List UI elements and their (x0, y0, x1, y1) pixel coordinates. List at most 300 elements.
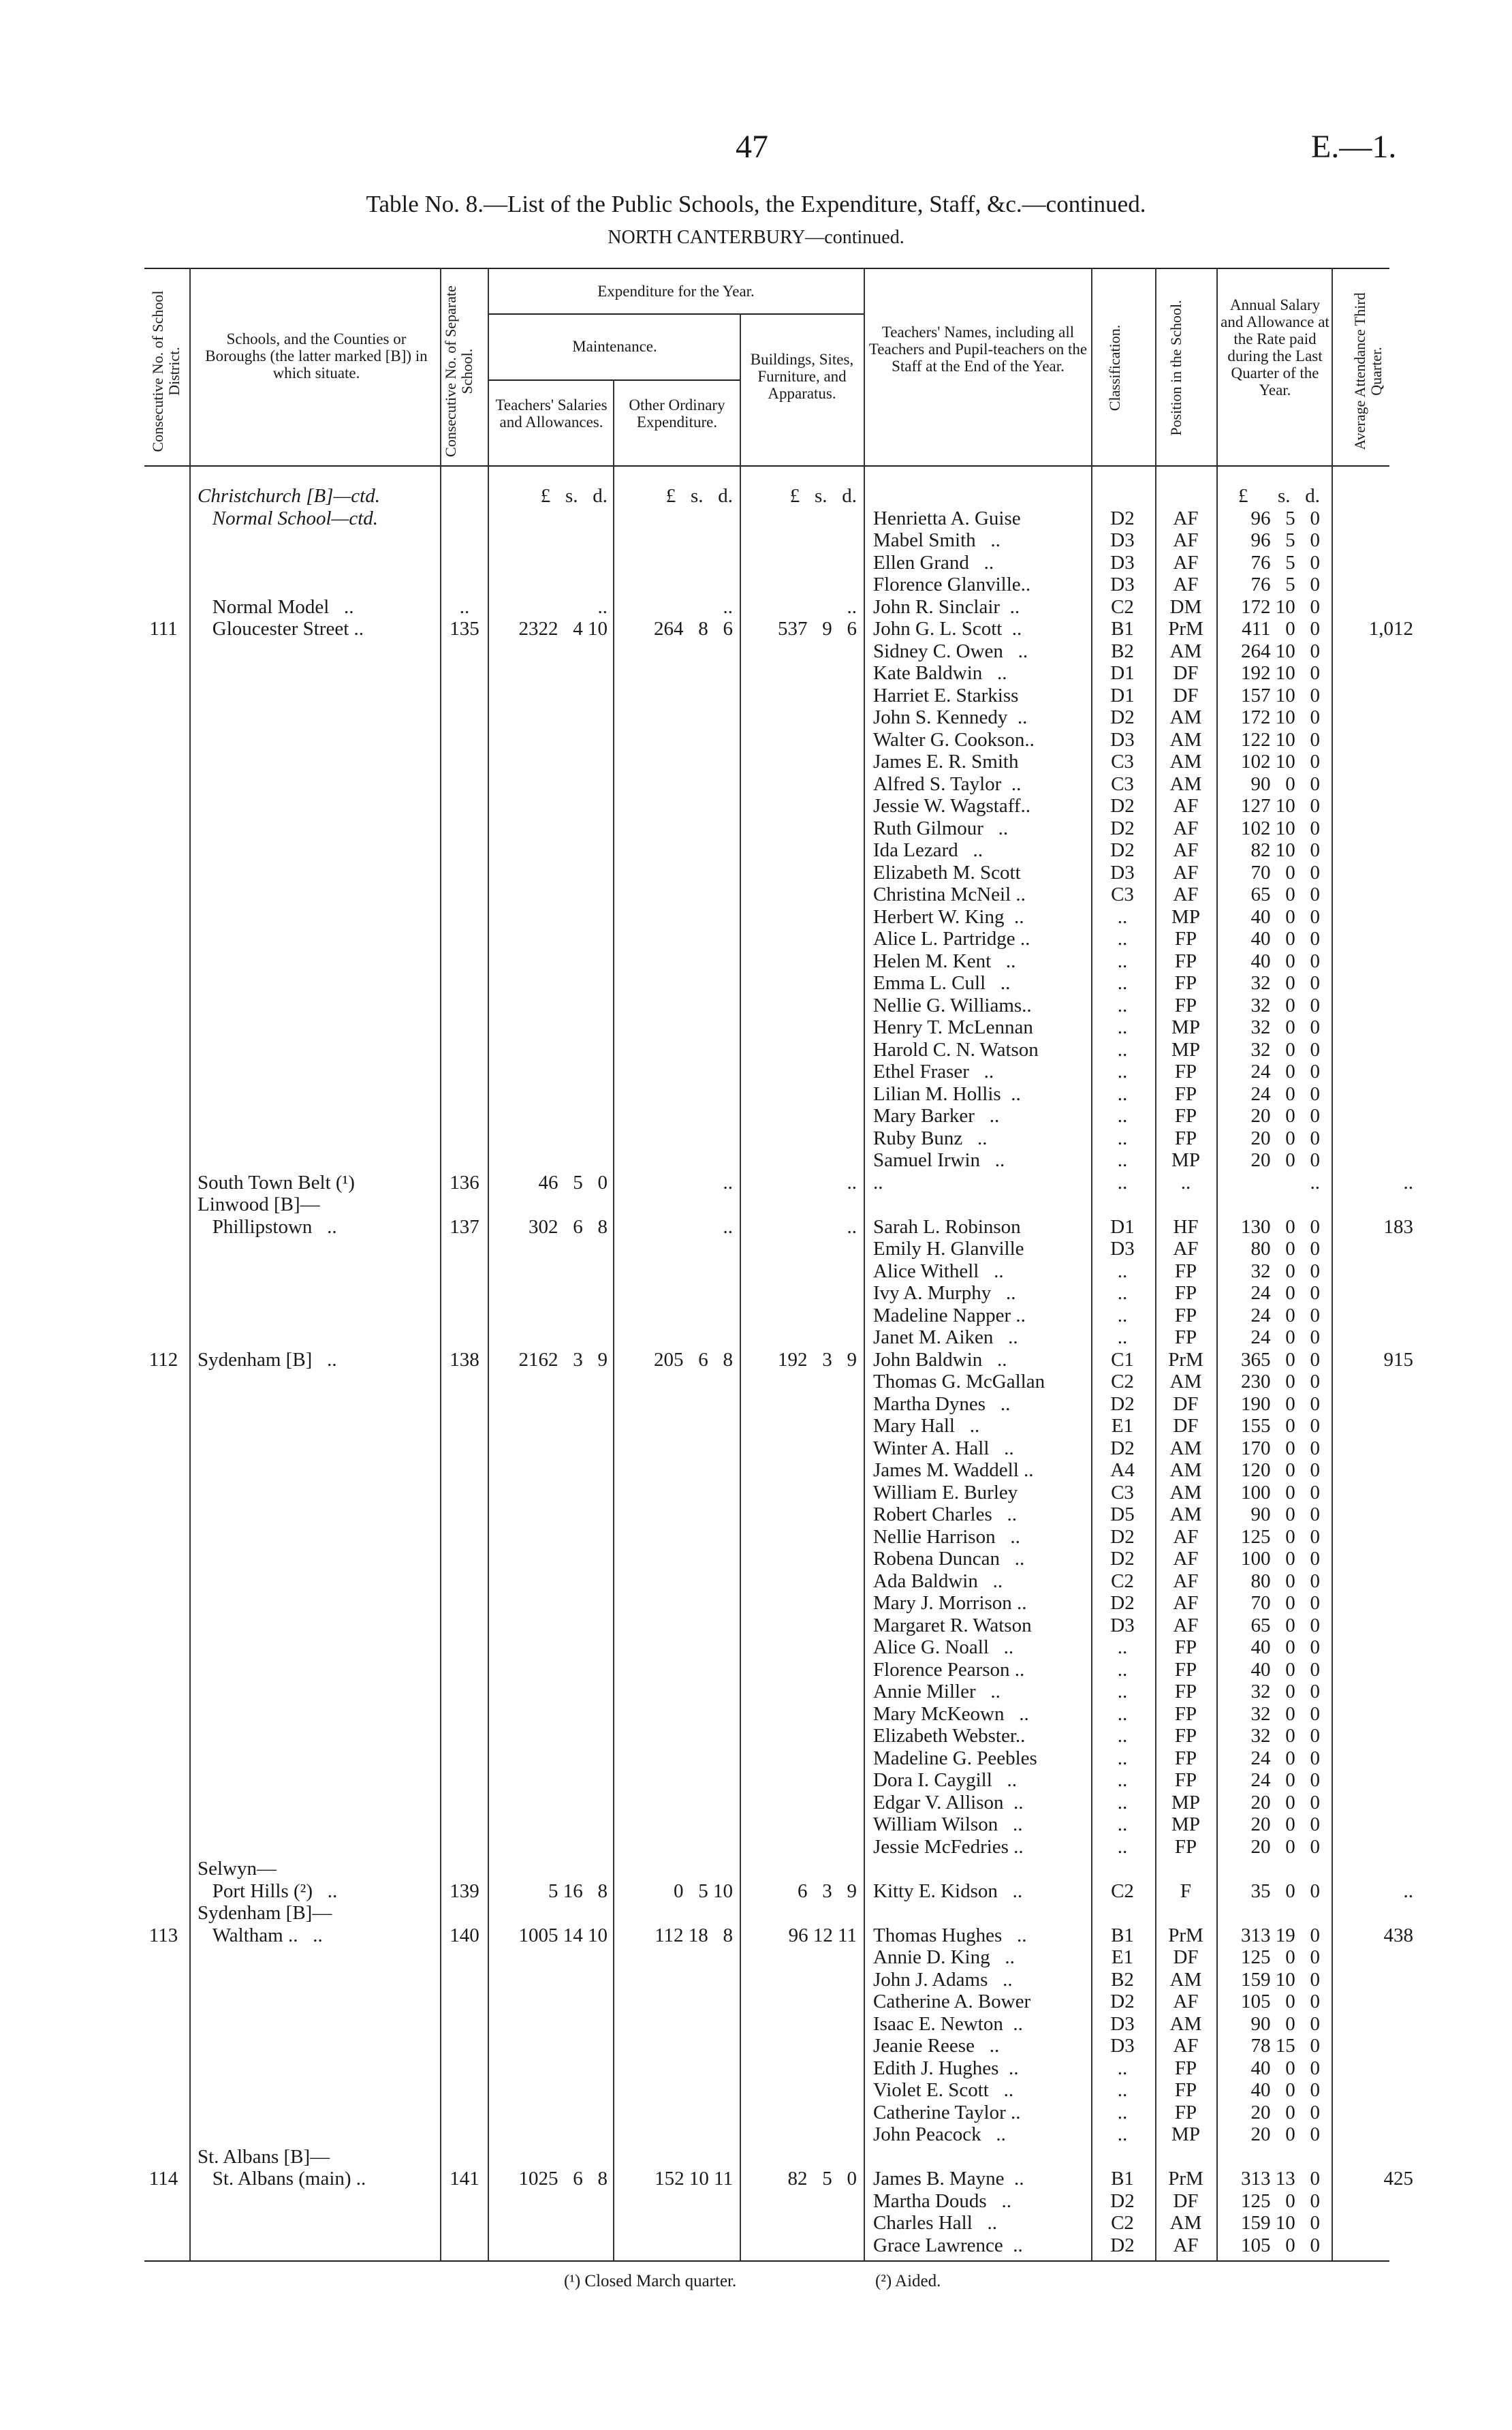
classification: D2 (1110, 2190, 1135, 2212)
position: PrM (1168, 618, 1203, 640)
position: AM (1169, 1437, 1202, 1459)
classification: .. (1117, 972, 1128, 994)
table-row (0, 640, 1512, 663)
annual-salary: 78 15 0 (1250, 2035, 1320, 2057)
header-attendance: Average Attendance Third Quarter. (1351, 292, 1385, 450)
average-attendance: .. (1403, 1880, 1413, 1902)
table-row (0, 1836, 1512, 1858)
table-row (0, 1282, 1512, 1305)
annual-salary: 40 0 0 (1250, 1658, 1320, 1681)
teacher-name: Kate Baldwin .. (873, 662, 1007, 684)
other-expenditure: .. (723, 595, 733, 618)
teacher-name: Martha Douds .. (873, 2190, 1011, 2212)
table-row (0, 574, 1512, 596)
classification: E1 (1111, 1946, 1134, 1968)
separate-school-number: 141 (450, 2168, 479, 2190)
teacher-name: Robena Duncan .. (873, 1548, 1025, 1570)
annual-salary: 120 0 0 (1241, 1459, 1320, 1481)
annual-salary: 76 5 0 (1250, 551, 1320, 574)
header-district: Consecutive No. of School District. (149, 290, 183, 452)
classification: .. (1117, 1304, 1128, 1326)
annual-salary: .. (1310, 1171, 1320, 1194)
table-row (0, 2234, 1512, 2257)
teacher-name: John S. Kennedy .. (873, 706, 1028, 728)
table-row (0, 1769, 1512, 1792)
teacher-name: Alice Withell .. (873, 1260, 1004, 1282)
buildings-expenditure: 96 12 11 (788, 1924, 857, 1946)
separate-school-number: 137 (450, 1215, 479, 1238)
average-attendance: 183 (1383, 1215, 1413, 1238)
classification: A4 (1110, 1459, 1135, 1481)
school-name: Sydenham [B] .. (198, 1348, 337, 1371)
teacher-name: James E. R. Smith (873, 751, 1019, 773)
teacher-name: Herbert W. King .. (873, 905, 1024, 928)
classification: D2 (1110, 1525, 1135, 1548)
table-row (0, 2013, 1512, 2036)
teacher-name: Mary Barker .. (873, 1105, 1000, 1127)
position: FP (1174, 1260, 1197, 1282)
annual-salary: 190 0 0 (1241, 1392, 1320, 1415)
teacher-name: Sarah L. Robinson (873, 1215, 1021, 1238)
annual-salary: 32 0 0 (1250, 1038, 1320, 1061)
table-row (0, 1703, 1512, 1726)
school-name: St. Albans (main) .. (198, 2168, 366, 2190)
classification: D3 (1110, 529, 1135, 551)
teacher-name: Ida Lezard .. (873, 839, 983, 861)
table-row (0, 2079, 1512, 2102)
classification: D3 (1110, 574, 1135, 595)
school-name: Waltham .. .. (198, 1924, 323, 1946)
teacher-name: Sidney C. Owen .. (873, 640, 1028, 662)
annual-salary: 20 0 0 (1250, 1791, 1320, 1813)
header-position: Position in the School. (1167, 300, 1184, 436)
annual-salary: 32 0 0 (1250, 1016, 1320, 1038)
annual-salary: 40 0 0 (1250, 2079, 1320, 2101)
teacher-name: Mary McKeown .. (873, 1702, 1029, 1725)
position: AM (1169, 1481, 1202, 1504)
annual-salary: 32 0 0 (1250, 1260, 1320, 1282)
classification: C3 (1111, 1481, 1134, 1504)
position: AF (1173, 795, 1199, 817)
annual-salary: 172 10 0 (1241, 595, 1320, 618)
annual-salary: 90 0 0 (1250, 773, 1320, 795)
header-buildings: Buildings, Sites, Furniture, and Apparatus. (750, 351, 854, 402)
average-attendance: 438 (1383, 1924, 1413, 1946)
header-other: Other Ordinary Expenditure. (629, 396, 725, 431)
teacher-name: Madeline G. Peebles (873, 1747, 1037, 1769)
teacher-name: .. (873, 1171, 883, 1194)
document-code: E.—1. (1311, 129, 1397, 165)
average-attendance: 1,012 (1368, 618, 1413, 640)
classification: .. (1117, 1326, 1128, 1348)
position: FP (1174, 1127, 1197, 1149)
teachers-salaries: £ s. d. (540, 485, 608, 507)
table-row (0, 1681, 1512, 1703)
teacher-name: Annie Miller .. (873, 1681, 1001, 1702)
teacher-name: Thomas G. McGallan (873, 1371, 1045, 1392)
annual-salary: 70 0 0 (1250, 861, 1320, 884)
table-row (0, 1526, 1512, 1548)
position: AF (1173, 1525, 1199, 1548)
table-row (0, 1326, 1512, 1349)
table-row (0, 1592, 1512, 1615)
classification: .. (1117, 1835, 1128, 1858)
annual-salary: 102 10 0 (1241, 751, 1320, 773)
annual-salary: 24 0 0 (1250, 1061, 1320, 1082)
position: FP (1174, 1702, 1197, 1725)
table-row (0, 485, 1512, 508)
annual-salary: 24 0 0 (1250, 1326, 1320, 1348)
annual-salary: 313 19 0 (1241, 1924, 1320, 1946)
teacher-name: James M. Waddell .. (873, 1459, 1034, 1481)
teacher-name: Emma L. Cull .. (873, 972, 1011, 994)
annual-salary: 32 0 0 (1250, 994, 1320, 1016)
annual-salary: 90 0 0 (1250, 1504, 1320, 1525)
teacher-name: Jessie McFedries .. (873, 1835, 1024, 1858)
position: AM (1169, 2212, 1202, 2234)
table-row (0, 1548, 1512, 1570)
table-row (0, 1349, 1512, 1371)
teacher-name: Winter A. Hall .. (873, 1437, 1014, 1459)
table-row (0, 1725, 1512, 1747)
buildings-expenditure: £ s. d. (789, 485, 857, 507)
position: FP (1174, 1769, 1197, 1791)
classification: D2 (1110, 1548, 1135, 1570)
table-row (0, 1747, 1512, 1770)
table-row (0, 1238, 1512, 1260)
table-row (0, 1016, 1512, 1039)
table-row (0, 1039, 1512, 1061)
annual-salary: 159 10 0 (1241, 2212, 1320, 2234)
teacher-name: Mabel Smith .. (873, 529, 1001, 551)
teacher-name: William E. Burley (873, 1481, 1018, 1504)
teacher-name: Janet M. Aiken .. (873, 1326, 1018, 1348)
classification: D2 (1110, 507, 1135, 529)
table-row (0, 1194, 1512, 1216)
teacher-name: Martha Dynes .. (873, 1392, 1011, 1415)
header-expenditure: Expenditure for the Year. (597, 283, 755, 300)
teacher-name: Ruth Gilmour .. (873, 817, 1009, 839)
school-name: Selwyn— (198, 1858, 277, 1880)
separate-school-number: 136 (450, 1171, 479, 1194)
header-top-rule (144, 268, 1389, 269)
annual-salary: 264 10 0 (1241, 640, 1320, 662)
position: HF (1173, 1215, 1199, 1238)
position: FP (1174, 1658, 1197, 1681)
teacher-name: Elizabeth Webster.. (873, 1725, 1026, 1747)
annual-salary: 365 0 0 (1241, 1348, 1320, 1371)
position: AM (1169, 640, 1202, 662)
header-annual-salary: Annual Salary and Allowance at the Rate paid during the Last Quarter of the Year. (1220, 296, 1329, 399)
position: MP (1171, 1791, 1200, 1813)
table-row (0, 906, 1512, 929)
classification: D2 (1110, 1392, 1135, 1415)
classification: .. (1117, 1791, 1128, 1813)
maintenance-rule (489, 379, 740, 381)
annual-salary: 105 0 0 (1241, 2234, 1320, 2256)
table-row (0, 2035, 1512, 2057)
annual-salary: 105 0 0 (1241, 1991, 1320, 2012)
teacher-name: James B. Mayne .. (873, 2168, 1024, 2190)
teachers-salaries: 5 16 8 (548, 1880, 608, 1902)
table-row (0, 1880, 1512, 1903)
classification: B1 (1111, 2168, 1134, 2190)
other-expenditure: 0 5 10 (674, 1880, 733, 1902)
annual-salary: 40 0 0 (1250, 1636, 1320, 1658)
header-maintenance: Maintenance. (572, 338, 657, 355)
position: FP (1174, 1105, 1197, 1127)
other-expenditure: 264 8 6 (654, 618, 733, 640)
teacher-name: Elizabeth M. Scott (873, 861, 1021, 884)
teacher-name: Mary J. Morrison .. (873, 1592, 1027, 1614)
footnote-1: (¹) Closed March quarter. (564, 2272, 737, 2290)
table-row (0, 795, 1512, 817)
classification: .. (1117, 1127, 1128, 1149)
annual-salary: 20 0 0 (1250, 1813, 1320, 1835)
position: AF (1173, 861, 1199, 884)
annual-salary: 155 0 0 (1241, 1415, 1320, 1437)
position: FP (1174, 1747, 1197, 1769)
position: FP (1174, 1082, 1197, 1105)
classification: B1 (1111, 618, 1134, 640)
annual-salary: 127 10 0 (1241, 795, 1320, 817)
classification: D3 (1110, 1238, 1135, 1260)
classification: .. (1117, 928, 1128, 950)
position: AM (1169, 1504, 1202, 1525)
position: FP (1174, 1304, 1197, 1326)
position: AM (1169, 706, 1202, 728)
table-row (0, 618, 1512, 640)
classification: .. (1117, 2079, 1128, 2101)
average-attendance: 915 (1383, 1348, 1413, 1371)
annual-salary: 24 0 0 (1250, 1282, 1320, 1304)
classification: D3 (1110, 2012, 1135, 2035)
annual-salary: 102 10 0 (1241, 817, 1320, 839)
annual-salary: 172 10 0 (1241, 706, 1320, 728)
annual-salary: 20 0 0 (1250, 2123, 1320, 2145)
classification: .. (1117, 1105, 1128, 1127)
annual-salary: 20 0 0 (1250, 1127, 1320, 1149)
annual-salary: 125 0 0 (1241, 1525, 1320, 1548)
average-attendance: 425 (1383, 2168, 1413, 2190)
separate-school-number: 139 (450, 1880, 479, 1902)
position: AF (1173, 1592, 1199, 1614)
teacher-name: Florence Pearson .. (873, 1658, 1025, 1681)
teacher-name: Henrietta A. Guise (873, 507, 1021, 529)
teacher-name: John Baldwin .. (873, 1348, 1007, 1371)
teachers-salaries: 2322 4 10 (518, 618, 608, 640)
school-name: Sydenham [B]— (198, 1902, 332, 1924)
teacher-name: Catherine A. Bower (873, 1991, 1031, 2012)
position: FP (1174, 1061, 1197, 1082)
annual-salary: 24 0 0 (1250, 1082, 1320, 1105)
position: MP (1171, 905, 1200, 928)
header-classification: Classification. (1106, 324, 1123, 411)
position: AF (1173, 507, 1199, 529)
classification: .. (1117, 1016, 1128, 1038)
teachers-salaries: 2162 3 9 (518, 1348, 608, 1371)
table-row (0, 685, 1512, 707)
table-row (0, 529, 1512, 552)
position: FP (1174, 950, 1197, 972)
classification: C3 (1111, 773, 1134, 795)
classification: C3 (1111, 751, 1134, 773)
annual-salary: 96 5 0 (1250, 529, 1320, 551)
district-number: 112 (148, 1348, 178, 1371)
classification: .. (1117, 994, 1128, 1016)
table-row (0, 1659, 1512, 1681)
school-name: Normal School—ctd. (198, 507, 379, 529)
teacher-name: Margaret R. Watson (873, 1614, 1032, 1636)
position: DF (1173, 662, 1199, 684)
table-row (0, 2057, 1512, 2080)
district-number: 114 (148, 2168, 178, 2190)
position: AF (1173, 817, 1199, 839)
position: AF (1173, 529, 1199, 551)
annual-salary: 65 0 0 (1250, 1614, 1320, 1636)
district-number: 111 (149, 618, 178, 640)
table-row (0, 1437, 1512, 1460)
annual-salary: 125 0 0 (1241, 1946, 1320, 1968)
annual-salary: 40 0 0 (1250, 950, 1320, 972)
classification: C2 (1111, 595, 1134, 618)
classification: B2 (1111, 640, 1134, 662)
school-name: Christchurch [B]—ctd. (198, 485, 380, 507)
table-row (0, 2146, 1512, 2168)
position: AF (1173, 1991, 1199, 2012)
other-expenditure: 112 18 8 (655, 1924, 733, 1946)
table-row (0, 884, 1512, 906)
position: AM (1169, 728, 1202, 751)
annual-salary: 192 10 0 (1241, 662, 1320, 684)
position: MP (1171, 1016, 1200, 1038)
position: MP (1171, 1149, 1200, 1171)
position: DF (1173, 1392, 1199, 1415)
teacher-name: Helen M. Kent .. (873, 950, 1016, 972)
annual-salary: 90 0 0 (1250, 2012, 1320, 2035)
position: FP (1174, 994, 1197, 1016)
classification: .. (1117, 2101, 1128, 2123)
teacher-name: John G. L. Scott .. (873, 618, 1022, 640)
table-row (0, 662, 1512, 685)
table-row (0, 1172, 1512, 1194)
annual-salary: 411 0 0 (1242, 618, 1320, 640)
classification: .. (1117, 950, 1128, 972)
footnote-2: (²) Aided. (875, 2272, 941, 2290)
school-name: Linwood [B]— (198, 1194, 320, 1215)
classification: .. (1117, 1636, 1128, 1658)
header-salaries: Teachers' Salaries and Allowances. (495, 396, 608, 431)
position: FP (1174, 2057, 1197, 2079)
teacher-name: Dora I. Caygill .. (873, 1769, 1018, 1791)
annual-salary: 32 0 0 (1250, 1681, 1320, 1702)
teacher-name: John J. Adams .. (873, 1968, 1013, 1991)
classification: .. (1117, 1769, 1128, 1791)
teacher-name: Christina McNeil .. (873, 884, 1026, 905)
teacher-name: Ellen Grand .. (873, 551, 994, 574)
other-expenditure: .. (723, 1171, 733, 1194)
table-row (0, 950, 1512, 973)
annual-salary: 100 0 0 (1241, 1481, 1320, 1504)
school-name: Gloucester Street .. (198, 618, 364, 640)
table-row (0, 1105, 1512, 1127)
teacher-name: John R. Sinclair .. (873, 595, 1020, 618)
buildings-expenditure: 537 9 6 (778, 618, 857, 640)
table-row (0, 1902, 1512, 1925)
teacher-name: Harriet E. Starkiss (873, 684, 1019, 706)
teacher-name: Annie D. King .. (873, 1946, 1015, 1968)
buildings-expenditure: .. (847, 595, 857, 618)
position: AM (1169, 751, 1202, 773)
annual-salary: 80 0 0 (1250, 1570, 1320, 1592)
teacher-name: Kitty E. Kidson .. (873, 1880, 1023, 1902)
teacher-name: John Peacock .. (873, 2123, 1006, 2145)
table-row (0, 1504, 1512, 1526)
table-row (0, 2190, 1512, 2213)
teacher-name: Ruby Bunz .. (873, 1127, 988, 1149)
position: AM (1169, 1968, 1202, 1991)
table-row (0, 2212, 1512, 2234)
classification: D3 (1110, 861, 1135, 884)
position: DF (1173, 684, 1199, 706)
table-row (0, 552, 1512, 574)
position: DM (1169, 595, 1202, 618)
classification: E1 (1111, 1415, 1134, 1437)
table-row (0, 2102, 1512, 2124)
teacher-name: Robert Charles .. (873, 1504, 1018, 1525)
teacher-name: Jessie W. Wagstaff.. (873, 795, 1030, 817)
table-row (0, 817, 1512, 840)
classification: D3 (1110, 551, 1135, 574)
table-row (0, 1216, 1512, 1239)
classification: D2 (1110, 2234, 1135, 2256)
table-bottom-rule (144, 2260, 1389, 2262)
classification: .. (1117, 1171, 1128, 1194)
annual-salary: 20 0 0 (1250, 2101, 1320, 2123)
school-name: Phillipstown .. (198, 1215, 337, 1238)
teacher-name: Ada Baldwin .. (873, 1570, 1003, 1592)
table-row (0, 596, 1512, 619)
classification: .. (1117, 1061, 1128, 1082)
table-body (0, 485, 1512, 2256)
classification: .. (1117, 1038, 1128, 1061)
annual-salary: 32 0 0 (1250, 1725, 1320, 1747)
classification: C3 (1111, 884, 1134, 905)
classification: D1 (1110, 662, 1135, 684)
annual-salary: 96 5 0 (1250, 507, 1320, 529)
position: FP (1174, 972, 1197, 994)
position: DF (1173, 2190, 1199, 2212)
position: FP (1174, 1835, 1197, 1858)
classification: B1 (1111, 1924, 1134, 1946)
table-row (0, 1260, 1512, 1283)
teacher-name: Nellie Harrison .. (873, 1525, 1020, 1548)
table-row (0, 706, 1512, 729)
table-row (0, 1813, 1512, 1836)
separate-school-number: 140 (450, 1924, 479, 1946)
table-row (0, 995, 1512, 1017)
position: MP (1171, 2123, 1200, 2145)
table-row (0, 1615, 1512, 1637)
teacher-name: Alice G. Noall .. (873, 1636, 1014, 1658)
classification: B2 (1111, 1968, 1134, 1991)
teacher-name: Lilian M. Hollis .. (873, 1082, 1021, 1105)
position: MP (1171, 1038, 1200, 1061)
teacher-name: Madeline Napper .. (873, 1304, 1026, 1326)
teacher-name: Ethel Fraser .. (873, 1061, 994, 1082)
classification: D3 (1110, 728, 1135, 751)
teachers-salaries: 302 6 8 (529, 1215, 608, 1238)
